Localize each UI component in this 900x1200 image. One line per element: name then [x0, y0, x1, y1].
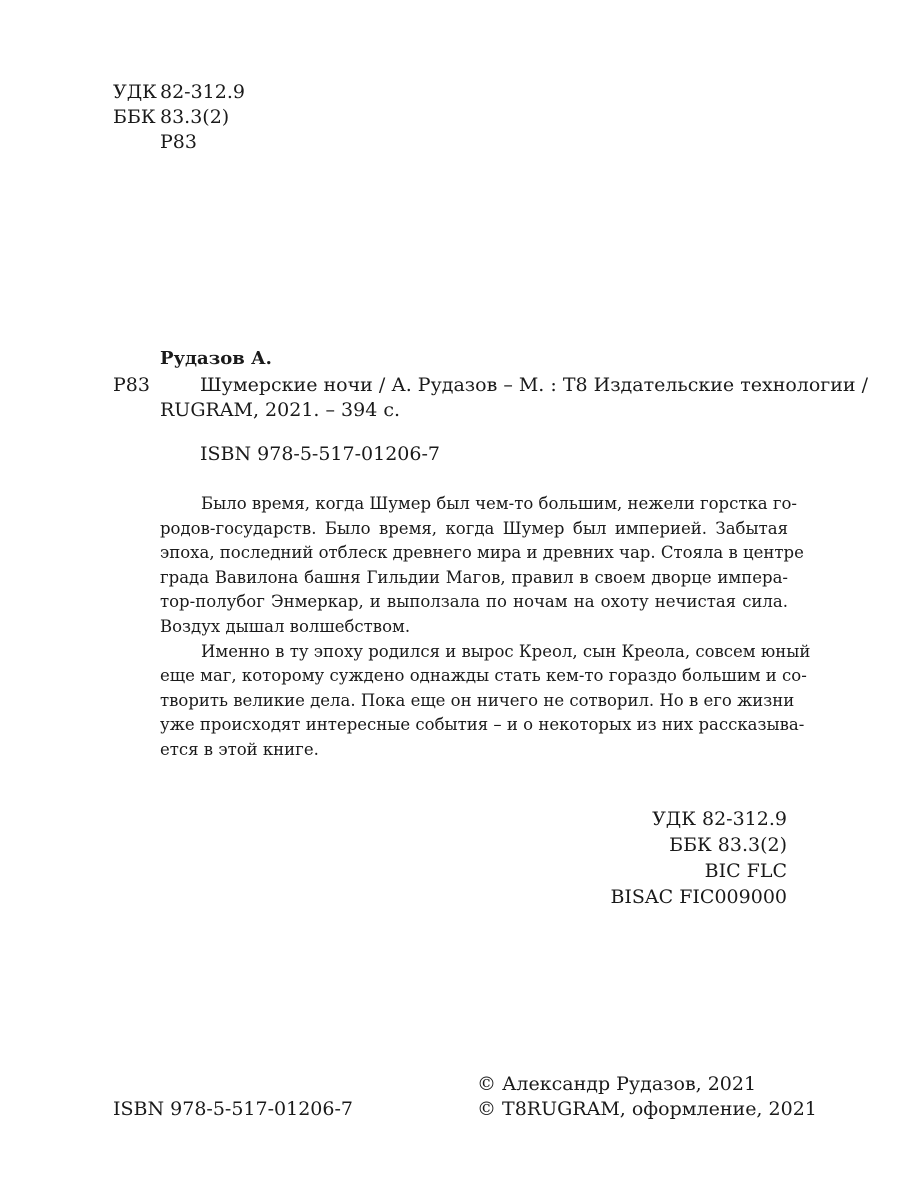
- annotation-line: Воздух дышал волшебством.: [160, 616, 411, 636]
- author-mark-top: Р83: [160, 131, 197, 153]
- annotation-line: эпоха, последний отблеск древнего мира и древних чар. Стояла в центре: [160, 543, 804, 563]
- annotation-line: ется в этой книге.: [160, 739, 319, 759]
- udk-code: УДК 82-312.9: [652, 808, 787, 830]
- header-codes: [113, 80, 245, 155]
- bib-line-2: RUGRAM, 2021. – 394 с.: [160, 399, 401, 421]
- annotation-line: родов-государств. Было время, когда Шумер был империей. Забытая: [160, 518, 788, 538]
- bbk-row: [113, 105, 245, 130]
- annotation-line: тор-полубог Энмеркар, и выползала по ночам на охоту нечистая сила.: [160, 592, 788, 612]
- annotation-line: Было время, когда Шумер был чем-то большим, нежели горстка го-: [201, 494, 798, 513]
- classification-codes: [610, 806, 787, 910]
- bibliographic-description: [160, 373, 869, 423]
- udk-row: [113, 80, 245, 105]
- copyright-author: © Александр Рудазов, 2021: [477, 1073, 757, 1095]
- annotation: [160, 492, 811, 763]
- udk-value: 82-312.9: [160, 81, 245, 103]
- annotation-line: Именно в ту эпоху родился и вырос Креол, сын Креола, совсем юный: [201, 641, 811, 661]
- bic-code: BIC FLC: [704, 860, 787, 882]
- bbk-label: ББК: [113, 106, 156, 128]
- bib-line-1: Шумерские ночи / А. Рудазов – М. : Т8 Издательские технологии /: [200, 374, 869, 396]
- footer-isbn: ISBN 978-5-517-01206-7: [113, 1098, 353, 1120]
- bisac-code: BISAC FIC009000: [610, 886, 787, 908]
- annotation-line: творить великие дела. Пока еще он ничего не сотворил. Но в его жизни: [160, 690, 795, 710]
- catalog-isbn: ISBN 978-5-517-01206-7: [200, 443, 440, 465]
- annotation-line: еще маг, которому суждено однажды стать кем-то гораздо большим и со-: [160, 666, 807, 686]
- annotation-line: града Вавилона башня Гильдии Магов, правил в своем дворце импера-: [160, 567, 788, 587]
- bbk-code: ББК 83.3(2): [669, 834, 787, 856]
- copyright-block: [477, 1072, 817, 1122]
- annotation-line: уже происходят интересные события – и о некоторых из них рассказыва-: [160, 715, 805, 735]
- copyright-design: © T8RUGRAM, оформление, 2021: [477, 1098, 817, 1120]
- catalog-author: Рудазов А.: [160, 348, 272, 369]
- udk-label: УДК: [113, 81, 157, 103]
- bbk-value: 83.3(2): [160, 106, 230, 128]
- catalog-author-mark: Р83: [113, 374, 150, 396]
